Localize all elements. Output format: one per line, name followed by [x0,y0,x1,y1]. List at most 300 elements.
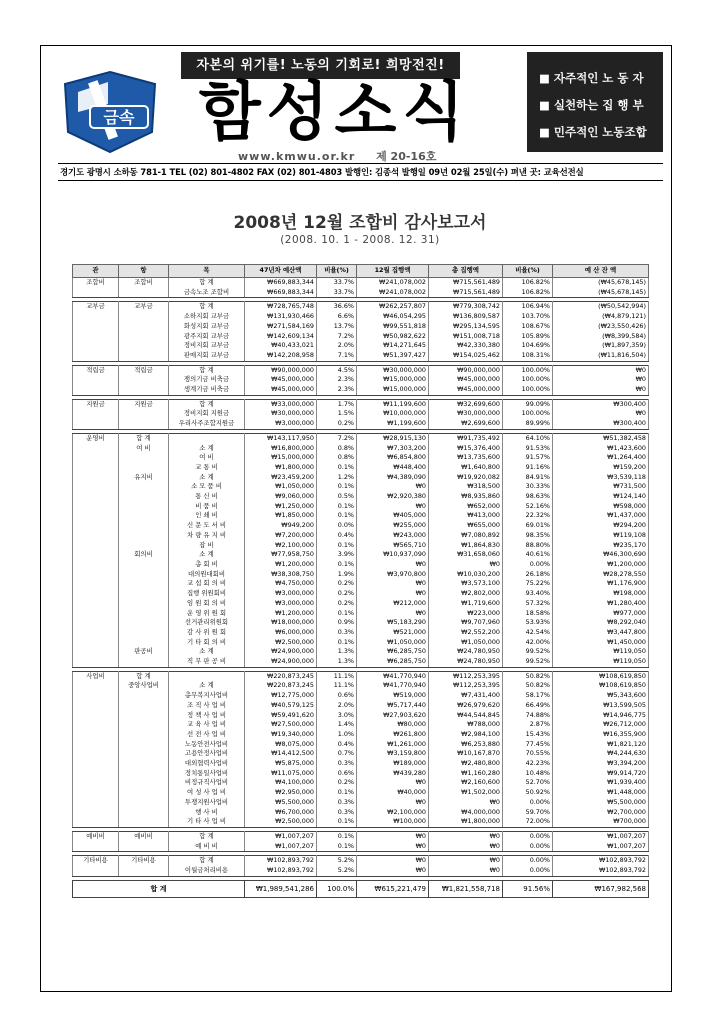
table-cell: ₩300,400 [553,399,649,409]
table-cell: (₩45,678,145) [553,278,649,288]
table-cell [119,778,169,788]
table-cell: ₩413,000 [429,511,503,521]
table-cell: ₩0 [429,856,503,866]
table-cell: ₩262,257,807 [357,302,429,312]
table-cell: ₩0 [429,831,503,841]
table-cell: ₩220,873,245 [245,681,317,691]
table-cell: ₩1,502,000 [429,788,503,798]
table-cell: 0.8% [317,453,357,463]
table-cell: ₩19,920,082 [429,473,503,483]
table-row [73,312,649,322]
table-cell: 합 계 [169,278,245,288]
table-cell: 대의원대회비 [169,570,245,580]
table-cell: ₩8,935,860 [429,492,503,502]
table-cell: 100.00% [503,365,553,375]
table-cell [119,866,169,876]
table-cell [119,657,169,667]
table-cell [73,473,119,483]
table-row [73,681,649,691]
table-cell: ₩51,397,427 [357,351,429,361]
table-cell: 88.80% [503,541,553,551]
table-cell: 유지비 [119,473,169,483]
table-cell: 108.31% [503,351,553,361]
table-cell: 70.55% [503,749,553,759]
table-cell [119,463,169,473]
table-cell: ₩241,078,002 [357,288,429,298]
table-cell: 기 타 사 업 비 [169,817,245,827]
table-cell [73,609,119,619]
table-cell [119,589,169,599]
table-cell: ₩77,958,750 [245,550,317,560]
table-cell: ₩24,900,000 [245,647,317,657]
table-cell: 98.35% [503,531,553,541]
table-row [73,433,649,443]
table-cell [119,570,169,580]
table-cell: 총무복지사업비 [169,691,245,701]
table-cell: ₩0 [357,856,429,866]
table-cell: 0.0% [317,521,357,531]
issue-number: 제 20-16호 [376,150,437,163]
table-cell [73,332,119,342]
table-cell: ₩1,800,000 [245,463,317,473]
table-row [73,332,649,342]
table-cell: 105.89% [503,332,553,342]
table-cell: ₩31,658,060 [429,550,503,560]
table-cell: ₩0 [357,866,429,876]
table-cell: 0.1% [317,463,357,473]
table-cell: ₩0 [357,842,429,852]
table-cell: 지원금 [119,399,169,409]
table-cell: ₩448,400 [357,463,429,473]
table-cell: ₩40,433,021 [245,341,317,351]
table-row [73,473,649,483]
table-cell [73,628,119,638]
motto-item: ■ 자주적인 노 동 자 [539,71,644,85]
table-cell: ₩405,000 [357,511,429,521]
table-cell [119,541,169,551]
table-cell [73,444,119,454]
table-cell: 0.1% [317,788,357,798]
table-cell: 13.7% [317,322,357,332]
table-cell: 통 신 비 [169,492,245,502]
table-cell [73,550,119,560]
table-cell: ₩6,700,000 [245,808,317,818]
table-cell: ₩13,599,505 [553,701,649,711]
table-cell: ₩318,500 [429,482,503,492]
table-cell: 93.40% [503,589,553,599]
table-cell: 기 타 회 의 비 [169,638,245,648]
table-cell [119,351,169,361]
table-row [73,647,649,657]
table-cell: 0.4% [317,740,357,750]
table-cell: ₩27,903,620 [357,711,429,721]
table-cell: ₩652,000 [429,502,503,512]
table-cell: 10.48% [503,769,553,779]
table-row [73,550,649,560]
table-cell: ₩91,735,492 [429,433,503,443]
table-cell: ₩3,394,200 [553,759,649,769]
table-cell: ₩142,609,134 [245,332,317,342]
table-row [73,492,649,502]
table-cell [73,570,119,580]
table-cell: ₩14,271,645 [357,341,429,351]
table-cell: 소하지회 교부금 [169,312,245,322]
table-row [73,521,649,531]
table-cell: ₩8,075,000 [245,740,317,750]
table-cell: ₩1,160,280 [429,769,503,779]
table-cell: ₩24,780,950 [429,657,503,667]
table-cell: 100.00% [503,409,553,419]
table-cell: 64.10% [503,433,553,443]
table-cell: ₩1,448,000 [553,788,649,798]
table-cell: ₩90,000,000 [429,365,503,375]
table-cell: ₩112,253,395 [429,671,503,681]
table-cell [169,671,245,681]
table-cell [73,502,119,512]
table-cell [73,711,119,721]
table-cell: ₩0 [429,866,503,876]
table-cell: 대외협력사업비 [169,759,245,769]
table-cell [119,579,169,589]
table-cell: ₩1,007,207 [245,831,317,841]
table-cell [119,638,169,648]
table-cell: ₩19,340,000 [245,730,317,740]
table-cell [119,740,169,750]
table-cell: ₩1,719,600 [429,599,503,609]
table-cell: 18.58% [503,609,553,619]
table-cell: 11.1% [317,681,357,691]
table-cell: ₩12,775,000 [245,691,317,701]
table-cell: ₩45,000,000 [429,375,503,385]
table-cell: ₩2,802,000 [429,589,503,599]
table-cell: 회의비 [119,550,169,560]
table-cell: ₩255,000 [357,521,429,531]
table-cell [73,691,119,701]
table-cell: ₩1,939,400 [553,778,649,788]
table-cell [73,560,119,570]
table-cell: 30.33% [503,482,553,492]
table-cell: 0.1% [317,817,357,827]
table-cell: 집행 위원회비 [169,589,245,599]
table-cell: 운 영 위 원 회 [169,609,245,619]
table-cell: 행 사 비 [169,808,245,818]
table-cell: 예비비 [73,831,119,841]
table-cell: 0.2% [317,778,357,788]
table-cell: 0.1% [317,511,357,521]
table-cell: 99.52% [503,647,553,657]
table-row [73,541,649,551]
table-cell: ₩241,078,002 [357,278,429,288]
table-row [73,453,649,463]
table-row [73,531,649,541]
table-cell: ₩15,000,000 [357,385,429,395]
table-row [73,351,649,361]
table-cell [119,409,169,419]
table-cell: 100.00% [503,385,553,395]
table-row [73,778,649,788]
table-cell: ₩0 [357,831,429,841]
table-cell: ₩715,561,489 [429,278,503,288]
table-cell: ₩1,280,400 [553,599,649,609]
table-cell: 2.3% [317,385,357,395]
table-row [73,385,649,395]
table-cell: 7.2% [317,332,357,342]
table-cell: 15.43% [503,730,553,740]
table-cell: ₩1,423,600 [553,444,649,454]
table-cell [119,375,169,385]
table-cell: ₩1,007,207 [245,842,317,852]
table-cell: 교부금 [73,302,119,312]
table-cell: 소 계 [169,550,245,560]
divider [58,163,663,164]
table-cell: ₩0 [429,798,503,808]
table-cell [119,419,169,429]
report-period: (2008. 10. 1 - 2008. 12. 31) [280,234,440,246]
table-cell [119,560,169,570]
website-link[interactable]: www.kmwu.or.kr [238,150,356,163]
table-cell: 0.00% [503,831,553,841]
table-cell: ₩102,893,792 [553,856,649,866]
table-cell: 감 사 위 원 회 [169,628,245,638]
table-row [73,463,649,473]
table-row [73,322,649,332]
table-cell: 소 계 [169,647,245,657]
table-cell [119,482,169,492]
total-cell: ₩167,982,568 [553,880,649,897]
table-cell: 0.2% [317,419,357,429]
motto-box [527,52,663,152]
table-cell: ₩2,699,600 [429,419,503,429]
table-cell: ₩220,873,245 [245,671,317,681]
table-cell [119,492,169,502]
table-cell [73,681,119,691]
table-cell: ₩11,075,000 [245,769,317,779]
table-cell: ₩3,447,800 [553,628,649,638]
table-cell: 합 계 [119,433,169,443]
table-row [73,808,649,818]
table-cell: 100.00% [503,375,553,385]
table-cell: ₩38,308,750 [245,570,317,580]
table-cell: ₩700,000 [553,817,649,827]
table-cell: 99.52% [503,657,553,667]
table-row [73,628,649,638]
table-cell: 77.45% [503,740,553,750]
table-cell: 지원금 [73,399,119,409]
table-cell: 정비지회 교부금 [169,341,245,351]
table-cell: 운영비 [73,433,119,443]
table-row [73,365,649,375]
table-row [73,511,649,521]
table-cell: ₩2,480,800 [429,759,503,769]
table-cell: ₩1,199,600 [357,419,429,429]
table-cell: ₩294,200 [553,521,649,531]
table-row [73,749,649,759]
table-cell: ₩136,809,587 [429,312,503,322]
table-cell: 0.1% [317,842,357,852]
column-header: 비율(%) [503,265,553,278]
table-cell: 광주지회 교부금 [169,332,245,342]
table-cell: 6.6% [317,312,357,322]
table-cell: 0.1% [317,482,357,492]
table-cell: 0.2% [317,599,357,609]
table-cell [119,312,169,322]
table-cell: 1.3% [317,647,357,657]
table-cell [119,749,169,759]
table-cell: ₩80,000 [357,720,429,730]
table-cell: 합 계 [169,365,245,375]
table-cell: ₩1,800,000 [429,817,503,827]
table-cell: ₩131,930,466 [245,312,317,322]
column-header: 예 산 잔 액 [553,265,649,278]
table-cell: ₩46,054,295 [357,312,429,322]
table-cell: ₩44,544,845 [429,711,503,721]
table-cell: 고용안정사업비 [169,749,245,759]
table-cell: 42.54% [503,628,553,638]
table-cell: 여 성 사 업 비 [169,788,245,798]
table-cell: 정비지회 지원금 [169,409,245,419]
table-cell: ₩669,883,344 [245,278,317,288]
table-cell: 적립금 [73,365,119,375]
table-cell [119,341,169,351]
table-cell: ₩1,250,000 [245,502,317,512]
table-cell [73,638,119,648]
table-cell [73,531,119,541]
table-cell [73,788,119,798]
table-cell: ₩45,000,000 [429,385,503,395]
total-cell: ₩1,821,558,718 [429,880,503,897]
table-cell: ₩788,000 [429,720,503,730]
table-row [73,817,649,827]
table-cell: 합 계 [169,302,245,312]
table-cell [119,711,169,721]
table-row [73,278,649,288]
table-cell: ₩1,007,207 [553,831,649,841]
table-cell [119,628,169,638]
table-cell [73,769,119,779]
table-cell: ₩16,355,900 [553,730,649,740]
table-cell: 53.93% [503,618,553,628]
table-cell: ₩6,285,750 [357,657,429,667]
table-cell: ₩9,914,720 [553,769,649,779]
table-row [73,856,649,866]
table-cell [119,691,169,701]
table-cell [119,769,169,779]
table-cell: ₩14,412,500 [245,749,317,759]
url-line [238,148,488,162]
table-cell: 신 문 도 서 비 [169,521,245,531]
slogan-banner: 자본의 위기를! 노동의 기회로! 희망전진! [181,52,460,79]
table-cell [119,730,169,740]
table-cell: ₩7,303,200 [357,444,429,454]
table-cell [73,749,119,759]
table-cell: 103.70% [503,312,553,322]
table-cell: ₩3,573,100 [429,579,503,589]
column-header: 목 [169,265,245,278]
table-cell: 0.1% [317,502,357,512]
grand-total-row [73,880,649,897]
table-cell: ₩1,264,400 [553,453,649,463]
table-cell: 40.61% [503,550,553,560]
table-cell: 임 원 회 의 비 [169,599,245,609]
table-cell: ₩5,500,000 [553,798,649,808]
table-cell: 0.00% [503,842,553,852]
table-cell: 노동안전사업비 [169,740,245,750]
table-cell: 106.82% [503,288,553,298]
table-cell: ₩13,735,600 [429,453,503,463]
table-cell: ₩151,008,718 [429,332,503,342]
table-cell: ₩2,160,600 [429,778,503,788]
table-cell: (₩8,399,584) [553,332,649,342]
total-cell: 합 계 [73,880,245,897]
table-cell: ₩124,140 [553,492,649,502]
table-cell [73,657,119,667]
table-cell: ₩189,000 [357,759,429,769]
table-cell [119,759,169,769]
table-cell: 7.1% [317,351,357,361]
table-cell: ₩2,500,000 [245,817,317,827]
table-cell: ₩779,308,742 [429,302,503,312]
table-cell: 50.82% [503,671,553,681]
table-cell: 사업비 [73,671,119,681]
table-cell: 합 계 [169,831,245,841]
table-cell: 1.7% [317,399,357,409]
table-cell: 0.1% [317,560,357,570]
table-cell: ₩1,437,000 [553,511,649,521]
table-cell: ₩41,770,940 [357,671,429,681]
table-row [73,831,649,841]
table-cell: 0.1% [317,609,357,619]
table-cell: ₩0 [357,502,429,512]
table-cell [119,701,169,711]
table-cell: ₩1,200,000 [245,609,317,619]
table-row [73,444,649,454]
table-cell: ₩0 [553,385,649,395]
table-row [73,769,649,779]
table-cell: 이월금처리비용 [169,866,245,876]
table-cell: ₩18,000,000 [245,618,317,628]
table-cell: 104.69% [503,341,553,351]
table-cell: ₩655,000 [429,521,503,531]
table-cell: ₩0 [553,409,649,419]
table-cell: ₩235,170 [553,541,649,551]
table-cell: 0.7% [317,749,357,759]
table-cell: ₩4,244,630 [553,749,649,759]
table-cell: 중앙사업비 [119,681,169,691]
budget-table [72,264,649,898]
table-cell [119,599,169,609]
table-cell: ₩26,979,620 [429,701,503,711]
table-cell [119,842,169,852]
table-row [73,759,649,769]
table-cell [73,409,119,419]
table-cell: ₩0 [429,842,503,852]
table-cell [73,579,119,589]
table-row [73,842,649,852]
table-cell: 52.16% [503,502,553,512]
table-cell: ₩30,000,000 [357,365,429,375]
table-cell: 91.16% [503,463,553,473]
table-cell [73,778,119,788]
table-cell: ₩4,000,000 [429,808,503,818]
table-row [73,599,649,609]
table-cell: ₩0 [357,778,429,788]
table-cell: 조 직 사 업 비 [169,701,245,711]
table-cell [73,453,119,463]
table-cell: 2.3% [317,375,357,385]
table-cell: (₩45,678,145) [553,288,649,298]
table-cell [73,798,119,808]
table-cell: ₩223,000 [429,609,503,619]
